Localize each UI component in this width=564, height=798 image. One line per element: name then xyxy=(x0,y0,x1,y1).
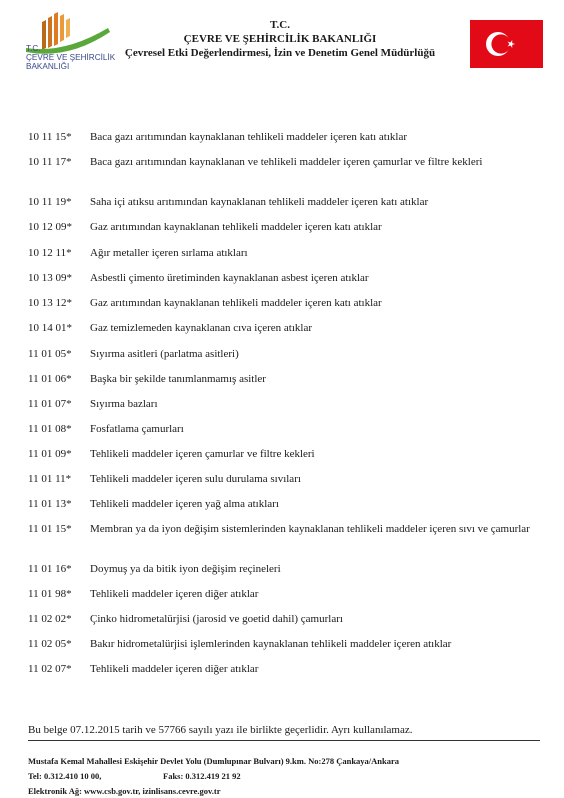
waste-description: Tehlikeli maddeler içeren yağ alma atıkları xyxy=(90,498,279,510)
waste-description: Fosfatlama çamurları xyxy=(90,423,184,435)
list-item xyxy=(28,473,309,486)
list-item xyxy=(28,131,415,144)
logo-text-3: BAKANLIĞI xyxy=(26,62,70,71)
list-item xyxy=(28,247,256,260)
list-item xyxy=(28,613,351,626)
header-line-1: T.C. xyxy=(270,19,290,31)
waste-code: 10 13 09* xyxy=(28,272,72,284)
logo-text-1: T.C. xyxy=(26,44,41,53)
waste-code: 11 02 07* xyxy=(28,663,72,675)
waste-code: 11 01 15* xyxy=(28,523,72,535)
header-line-2: ÇEVRE VE ŞEHİRCİLİK BAKANLIĞI xyxy=(183,33,377,45)
waste-code: 11 01 11* xyxy=(28,473,72,485)
footer-address: Mustafa Kemal Mahallesi Eskişehir Devlet Yolu (Dumlupınar Bulvarı) 9.km. No:278 Çankaya/Ankara xyxy=(28,756,400,766)
footer-phone: Tel: 0.312.410 10 00, xyxy=(28,771,102,781)
list-item xyxy=(28,221,390,234)
footer-fax: Faks: 0.312.419 21 92 xyxy=(163,771,241,781)
document-header xyxy=(110,18,450,60)
waste-description: Ağır metaller içeren sırlama atıkları xyxy=(90,247,248,259)
footer-website: Elektronik Ağ: www.csb.gov.tr, izinlisans.cevre.gov.tr xyxy=(28,786,221,796)
waste-code: 11 01 05* xyxy=(28,348,72,360)
waste-description: Tehlikeli maddeler içeren diğer atıklar xyxy=(90,663,259,675)
list-item xyxy=(28,588,266,601)
waste-code: 10 12 11* xyxy=(28,247,72,259)
waste-description: Gaz arıtımından kaynaklanan tehlikeli maddeler içeren katı atıklar xyxy=(90,297,382,309)
waste-description: Baca gazı arıtımından kaynaklanan ve tehlikeli maddeler içeren çamurlar ve filtre kekleri xyxy=(90,156,483,168)
header-line-3: Çevresel Etki Değerlendirmesi, İzin ve Denetim Genel Müdürlüğü xyxy=(124,47,436,59)
list-item xyxy=(28,638,459,651)
waste-code: 11 01 06* xyxy=(28,373,72,385)
list-item xyxy=(28,272,377,285)
list-item xyxy=(28,563,289,576)
list-item xyxy=(28,663,266,676)
waste-code: 10 14 01* xyxy=(28,322,72,334)
validity-note: Bu belge 07.12.2015 tarih ve 57766 sayılı yazı ile birlikte geçerlidir. Ayrı kullanılamaz. xyxy=(28,724,413,736)
waste-description: Başka bir şekilde tanımlanmamış asitler xyxy=(90,373,266,385)
waste-code: 10 11 19* xyxy=(28,196,72,208)
waste-code: 11 02 02* xyxy=(28,613,72,625)
turkish-flag xyxy=(470,20,543,68)
waste-code: 10 11 15* xyxy=(28,131,72,143)
ministry-logo xyxy=(24,10,116,80)
waste-code: 11 01 13* xyxy=(28,498,72,510)
list-item xyxy=(28,297,390,310)
list-item xyxy=(28,156,490,169)
waste-description: Gaz temizlemeden kaynaklanan cıva içeren atıklar xyxy=(90,322,313,334)
waste-description: Tehlikeli maddeler içeren sulu durulama sıvıları xyxy=(90,473,301,485)
waste-code: 11 01 16* xyxy=(28,563,72,575)
waste-code: 11 02 05* xyxy=(28,638,72,650)
waste-description: Doymuş ya da bitik iyon değişim reçineleri xyxy=(90,563,281,575)
waste-description: Membran ya da iyon değişim sistemlerinden kaynaklanan tehlikeli maddeler içeren sıvı ve çamurlar xyxy=(90,523,530,535)
list-item xyxy=(28,498,287,511)
waste-description: Tehlikeli maddeler içeren diğer atıklar xyxy=(90,588,259,600)
waste-code: 10 11 17* xyxy=(28,156,72,168)
list-item xyxy=(28,373,274,386)
list-item xyxy=(28,322,320,335)
footer-divider xyxy=(28,740,540,741)
list-item xyxy=(28,523,538,536)
waste-code: 10 12 09* xyxy=(28,221,72,233)
waste-description: Baca gazı arıtımından kaynaklanan tehlikeli maddeler içeren katı atıklar xyxy=(90,131,408,143)
waste-code: 11 01 09* xyxy=(28,448,72,460)
waste-description: Tehlikeli maddeler içeren çamurlar ve filtre kekleri xyxy=(90,448,315,460)
crescent-star-icon xyxy=(470,20,543,68)
waste-description: Çinko hidrometalürjisi (jarosid ve goetid dahil) çamurları xyxy=(90,613,343,625)
list-item xyxy=(28,448,323,461)
waste-description: Saha içi atıksu arıtımından kaynaklanan tehlikeli maddeler içeren katı atıklar xyxy=(90,196,429,208)
waste-description: Sıyırma bazları xyxy=(90,398,158,410)
waste-description: Sıyırma asitleri (parlatma asitleri) xyxy=(90,348,239,360)
list-item xyxy=(28,348,247,361)
logo-text-2: ÇEVRE VE ŞEHİRCİLİK xyxy=(26,53,116,62)
waste-code: 11 01 07* xyxy=(28,398,72,410)
list-item xyxy=(28,423,192,436)
waste-description: Gaz arıtımından kaynaklanan tehlikeli maddeler içeren katı atıklar xyxy=(90,221,382,233)
list-item xyxy=(28,398,166,411)
waste-code: 10 13 12* xyxy=(28,297,72,309)
waste-code: 11 01 98* xyxy=(28,588,72,600)
waste-description: Bakır hidrometalürjisi işlemlerinden kaynaklanan tehlikeli maddeler içeren atıklar xyxy=(90,638,452,650)
waste-code: 11 01 08* xyxy=(28,423,72,435)
list-item xyxy=(28,196,436,209)
waste-description: Asbestli çimento üretiminden kaynaklanan asbest içeren atıklar xyxy=(90,272,369,284)
